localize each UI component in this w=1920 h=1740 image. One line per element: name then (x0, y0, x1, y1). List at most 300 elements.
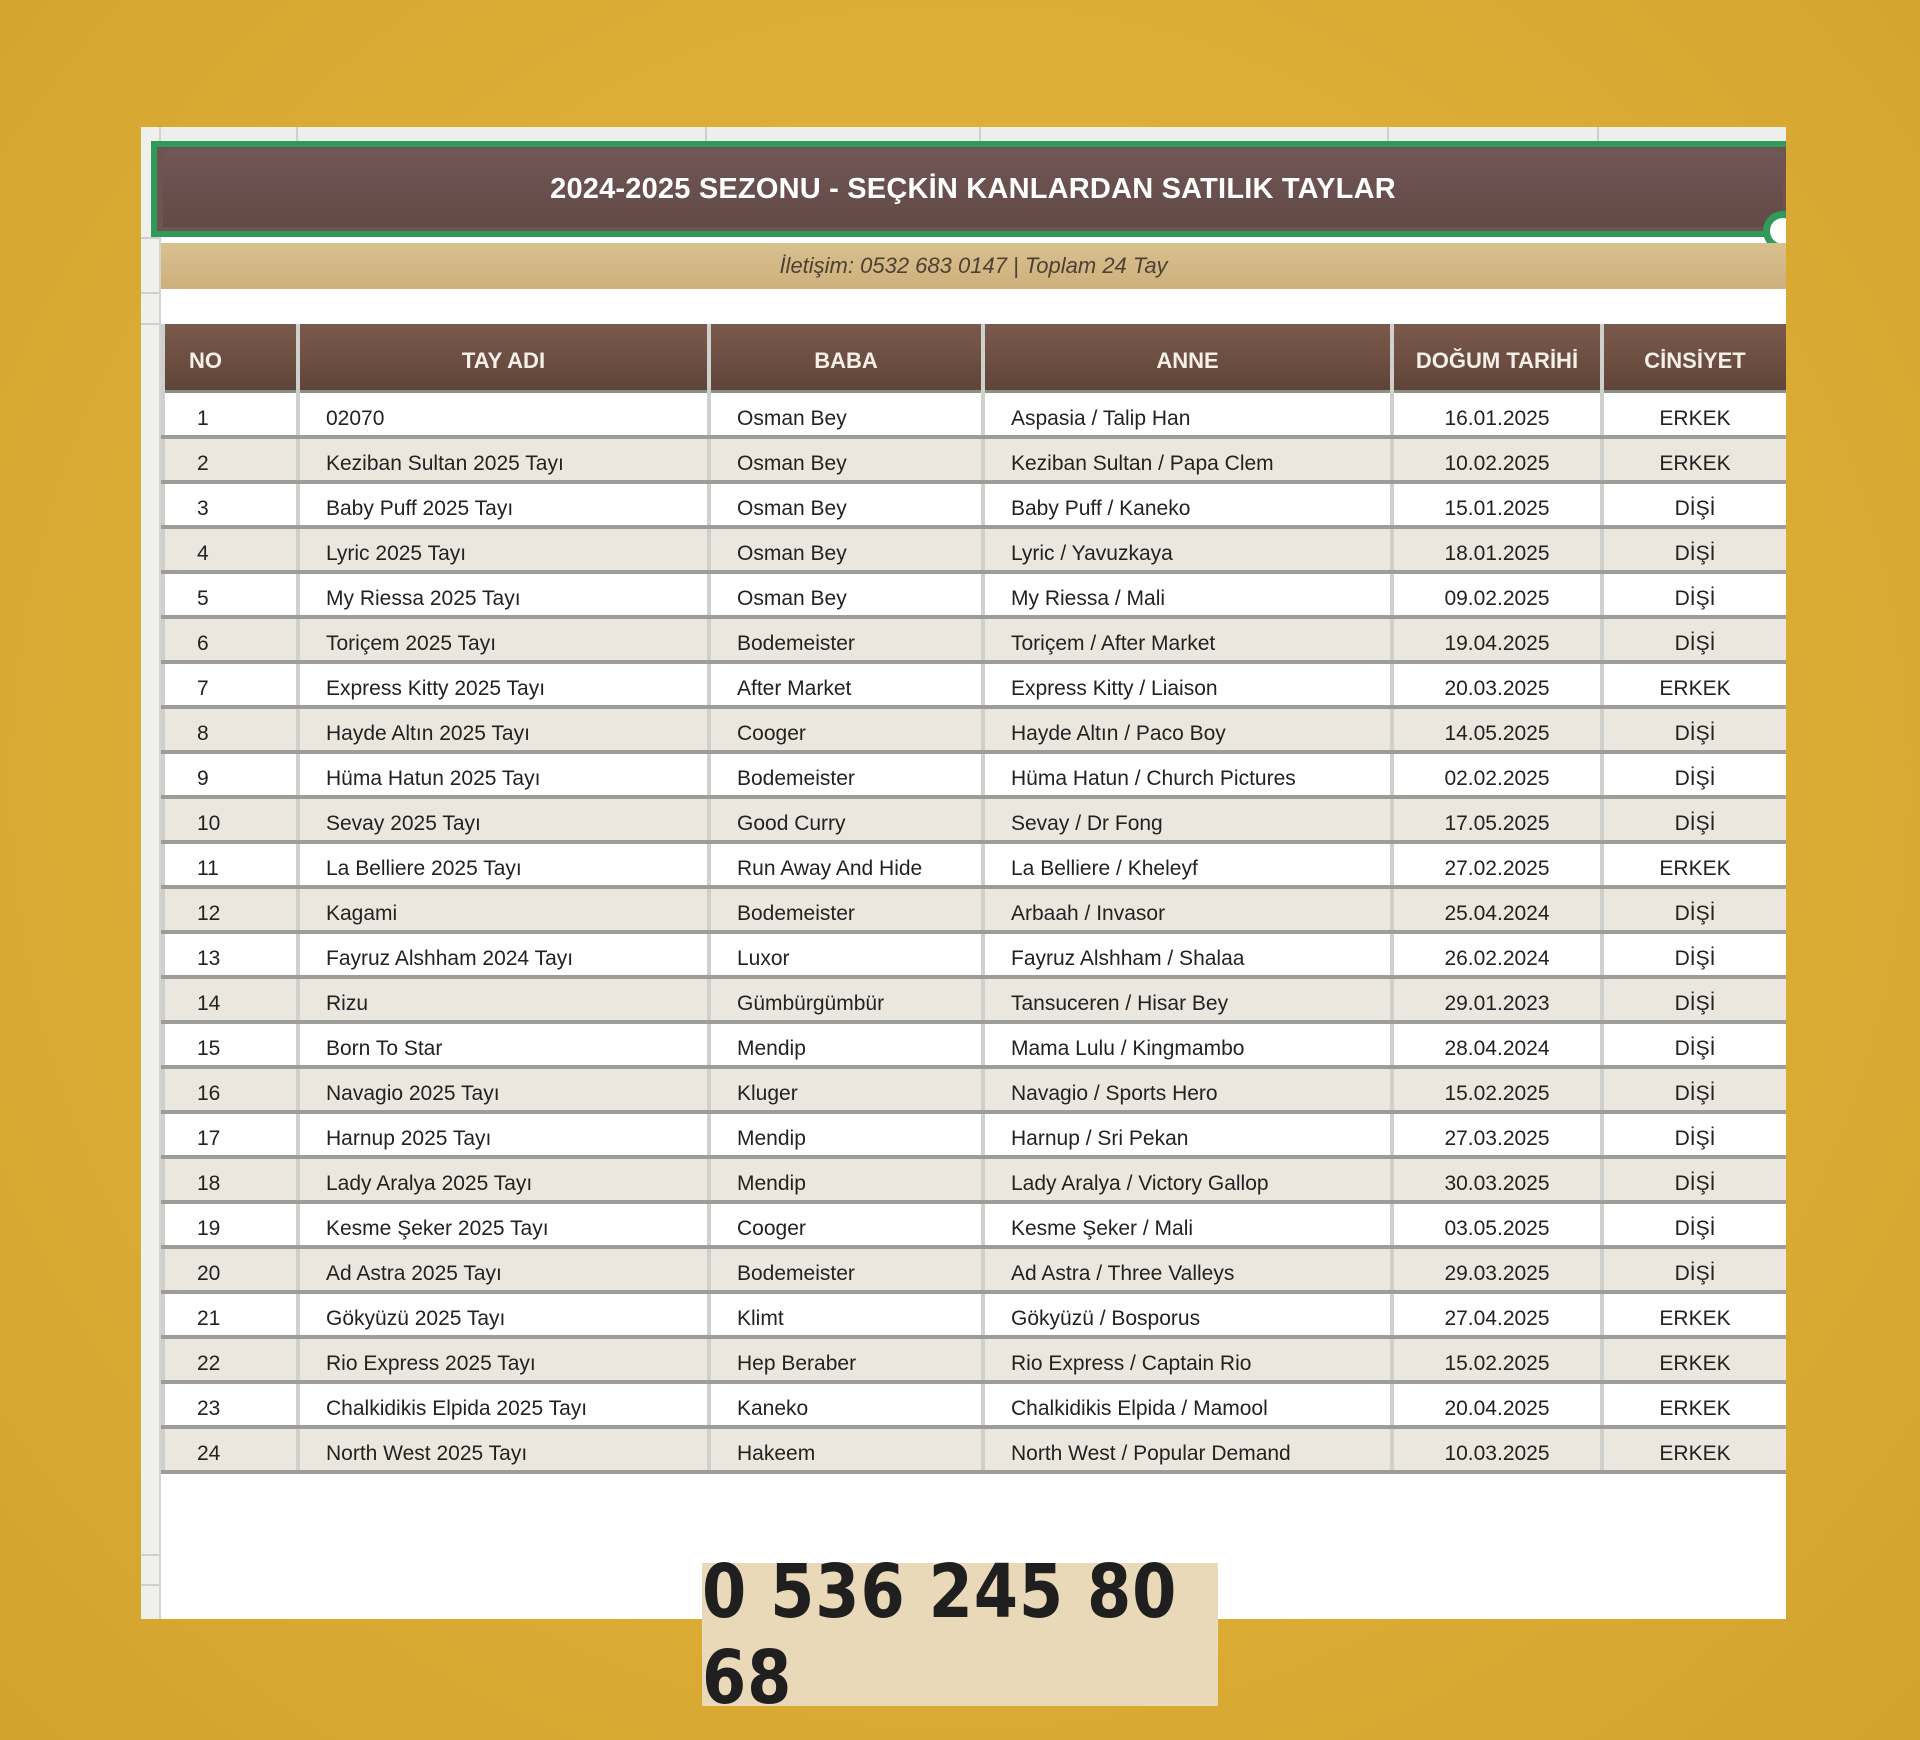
table-row (163, 977, 1786, 1022)
table-row (163, 932, 1786, 977)
sire-cell-text: Osman Bey (737, 497, 847, 520)
sex-cell[interactable] (1602, 887, 1786, 932)
foal-name-cell[interactable] (298, 1337, 709, 1382)
sex-cell[interactable] (1602, 1202, 1786, 1247)
dam-cell[interactable] (983, 977, 1392, 1022)
dam-cell[interactable] (983, 707, 1392, 752)
dam-cell-text: Gökyüzü / Bosporus (1011, 1307, 1201, 1330)
sex-cell-text: DİŞİ (1674, 587, 1716, 610)
birth-date-cell[interactable] (1392, 932, 1602, 977)
header-sex: CİNSİYET (1602, 324, 1786, 392)
foal-name-cell-text: Rizu (326, 992, 369, 1015)
sire-cell-text: Bodemeister (737, 902, 855, 925)
dam-cell-text: Toriçem / After Market (1011, 632, 1216, 655)
foal-name-cell[interactable] (298, 1382, 709, 1427)
table-row (163, 1427, 1786, 1472)
table-row (163, 887, 1786, 932)
spreadsheet-sheet (141, 127, 1786, 1619)
dam-cell[interactable] (983, 1157, 1392, 1202)
row-number-text: 18 (197, 1172, 221, 1195)
sire-cell[interactable] (709, 1337, 983, 1382)
foal-name-cell[interactable] (298, 1157, 709, 1202)
sex-cell-text: DİŞİ (1674, 947, 1716, 970)
sire-cell-text: Kluger (737, 1082, 798, 1105)
foal-name-cell[interactable] (298, 1202, 709, 1247)
dam-cell[interactable] (983, 1382, 1392, 1427)
dam-cell[interactable] (983, 1292, 1392, 1337)
sire-cell-text: Mendip (737, 1172, 806, 1195)
dam-cell[interactable] (983, 1427, 1392, 1472)
foal-name-cell-text: Express Kitty 2025 Tayı (326, 677, 546, 700)
sex-cell-text: DİŞİ (1674, 767, 1716, 790)
foal-name-cell[interactable] (298, 617, 709, 662)
dam-cell[interactable] (983, 887, 1392, 932)
table-row (163, 1202, 1786, 1247)
table-row (163, 1382, 1786, 1427)
foal-name-cell[interactable] (298, 842, 709, 887)
row-number[interactable] (163, 1337, 298, 1382)
row-number[interactable] (163, 392, 298, 437)
dam-cell[interactable] (983, 527, 1392, 572)
dam-cell-text: La Belliere / Kheleyf (1011, 857, 1198, 880)
contact-subtitle: İletişim: 0532 683 0147 | Toplam 24 Tay (161, 243, 1786, 289)
sex-cell-text: ERKEK (1659, 1397, 1731, 1420)
birth-date-cell-text: 20.03.2025 (1444, 677, 1550, 700)
birth-date-cell[interactable] (1392, 887, 1602, 932)
row-number[interactable] (163, 437, 298, 482)
foal-name-cell-text: Rio Express 2025 Tayı (326, 1352, 536, 1375)
header-no: NO (163, 324, 298, 392)
foal-name-cell-text: Navagio 2025 Tayı (326, 1082, 500, 1105)
dam-cell[interactable] (983, 797, 1392, 842)
birth-date-cell-text: 14.05.2025 (1444, 722, 1550, 745)
sire-cell[interactable] (709, 1247, 983, 1292)
dam-cell-text: My Riessa / Mali (1011, 587, 1166, 610)
foal-name-cell[interactable] (298, 392, 709, 437)
sex-cell-text: DİŞİ (1674, 1217, 1716, 1240)
sire-cell[interactable] (709, 1112, 983, 1157)
row-number[interactable] (163, 707, 298, 752)
birth-date-cell[interactable] (1392, 482, 1602, 527)
birth-date-cell-text: 15.01.2025 (1444, 497, 1550, 520)
sex-cell[interactable] (1602, 932, 1786, 977)
dam-cell[interactable] (983, 482, 1392, 527)
dam-cell[interactable] (983, 752, 1392, 797)
sex-cell-text: DİŞİ (1674, 812, 1716, 835)
sex-cell[interactable] (1602, 707, 1786, 752)
sire-cell[interactable] (709, 1022, 983, 1067)
birth-date-cell[interactable] (1392, 842, 1602, 887)
dam-cell-text: Lyric / Yavuzkaya (1011, 542, 1173, 565)
row-number[interactable] (163, 1067, 298, 1112)
row-divider (141, 237, 159, 239)
foal-name-cell-text: La Belliere 2025 Tayı (326, 857, 522, 880)
foal-name-cell-text: Lyric 2025 Tayı (326, 542, 467, 565)
foal-name-cell-text: North West 2025 Tayı (326, 1442, 528, 1465)
sire-cell[interactable] (709, 752, 983, 797)
dam-cell-text: Express Kitty / Liaison (1011, 677, 1218, 700)
birth-date-cell-text: 17.05.2025 (1444, 812, 1550, 835)
sire-cell-text: Good Curry (737, 812, 846, 835)
sire-cell-text: Osman Bey (737, 587, 847, 610)
sex-cell[interactable] (1602, 797, 1786, 842)
foal-name-cell[interactable] (298, 527, 709, 572)
row-header-strip (141, 127, 161, 1619)
table-row (163, 437, 1786, 482)
row-number-text: 3 (197, 497, 209, 520)
sire-cell[interactable] (709, 1202, 983, 1247)
sex-cell-text: DİŞİ (1674, 632, 1716, 655)
birth-date-cell-text: 02.02.2025 (1444, 767, 1550, 790)
sire-cell[interactable] (709, 437, 983, 482)
foal-name-cell-text: Hüma Hatun 2025 Tayı (326, 767, 541, 790)
dam-cell-text: Tansuceren / Hisar Bey (1011, 992, 1229, 1015)
dam-cell[interactable] (983, 572, 1392, 617)
sex-cell-text: ERKEK (1659, 452, 1731, 475)
row-number-text: 24 (197, 1442, 221, 1465)
sire-cell-text: Luxor (737, 947, 790, 970)
birth-date-cell-text: 10.02.2025 (1444, 452, 1550, 475)
dam-cell-text: Hayde Altın / Paco Boy (1011, 722, 1226, 745)
birth-date-cell[interactable] (1392, 527, 1602, 572)
row-number[interactable] (163, 887, 298, 932)
sire-cell[interactable] (709, 662, 983, 707)
dam-cell-text: Kesme Şeker / Mali (1011, 1217, 1194, 1240)
sire-cell-text: Mendip (737, 1037, 806, 1060)
row-number[interactable] (163, 1202, 298, 1247)
row-number[interactable] (163, 482, 298, 527)
row-number-text: 1 (197, 406, 209, 430)
foal-name-cell[interactable] (298, 1247, 709, 1292)
foal-name-cell-text: 02070 (326, 406, 385, 430)
row-number[interactable] (163, 797, 298, 842)
dam-cell-text: Hüma Hatun / Church Pictures (1011, 767, 1296, 790)
sire-cell[interactable] (709, 707, 983, 752)
row-number-text: 15 (197, 1037, 221, 1060)
dam-cell-text: Lady Aralya / Victory Gallop (1011, 1172, 1269, 1195)
foal-name-cell[interactable] (298, 752, 709, 797)
sire-cell-text: Run Away And Hide (737, 857, 923, 880)
sex-cell[interactable] (1602, 437, 1786, 482)
row-number-text: 2 (197, 452, 209, 475)
sire-cell[interactable] (709, 527, 983, 572)
dam-cell[interactable] (983, 1247, 1392, 1292)
foal-name-cell[interactable] (298, 1022, 709, 1067)
sex-cell-text: ERKEK (1659, 406, 1731, 430)
sire-cell-text: Mendip (737, 1127, 806, 1150)
birth-date-cell[interactable] (1392, 1337, 1602, 1382)
birth-date-cell-text: 30.03.2025 (1444, 1172, 1550, 1195)
row-number[interactable] (163, 1112, 298, 1157)
sex-cell[interactable] (1602, 977, 1786, 1022)
sex-cell-text: DİŞİ (1674, 1127, 1716, 1150)
table-row (163, 392, 1786, 437)
foal-name-cell-text: Kesme Şeker 2025 Tayı (326, 1217, 549, 1240)
table-row (163, 1067, 1786, 1112)
row-number[interactable] (163, 662, 298, 707)
row-number-text: 14 (197, 992, 221, 1015)
birth-date-cell[interactable] (1392, 1112, 1602, 1157)
sex-cell[interactable] (1602, 392, 1786, 437)
row-number[interactable] (163, 1247, 298, 1292)
dam-cell[interactable] (983, 1112, 1392, 1157)
sex-cell-text: DİŞİ (1674, 1262, 1716, 1285)
birth-date-cell[interactable] (1392, 1247, 1602, 1292)
dam-cell-text: Arbaah / Invasor (1011, 902, 1166, 925)
dam-cell-text: Harnup / Sri Pekan (1011, 1127, 1189, 1150)
birth-date-cell[interactable] (1392, 1427, 1602, 1472)
foal-name-cell[interactable] (298, 572, 709, 617)
table-row (163, 1337, 1786, 1382)
sex-cell-text: ERKEK (1659, 1307, 1731, 1330)
foal-name-cell-text: Hayde Altın 2025 Tayı (326, 722, 530, 745)
foal-name-cell-text: Lady Aralya 2025 Tayı (326, 1172, 533, 1195)
sire-cell-text: Bodemeister (737, 632, 855, 655)
sire-cell-text: Osman Bey (737, 406, 847, 430)
birth-date-cell-text: 18.01.2025 (1444, 542, 1550, 565)
dam-cell-text: Keziban Sultan / Papa Clem (1011, 452, 1274, 475)
dam-cell[interactable] (983, 842, 1392, 887)
sex-cell-text: ERKEK (1659, 677, 1731, 700)
table-row (163, 1247, 1786, 1292)
dam-cell[interactable] (983, 437, 1392, 482)
sire-cell[interactable] (709, 797, 983, 842)
sire-cell[interactable] (709, 1157, 983, 1202)
sex-cell[interactable] (1602, 1247, 1786, 1292)
row-number-text: 23 (197, 1397, 221, 1420)
foal-name-cell[interactable] (298, 932, 709, 977)
birth-date-cell-text: 27.03.2025 (1444, 1127, 1550, 1150)
foal-name-cell-text: Born To Star (326, 1037, 443, 1060)
sex-cell[interactable] (1602, 1427, 1786, 1472)
row-number-text: 4 (197, 542, 209, 565)
birth-date-cell-text: 10.03.2025 (1444, 1442, 1550, 1465)
birth-date-cell-text: 27.02.2025 (1444, 857, 1550, 880)
sire-cell-text: Bodemeister (737, 1262, 855, 1285)
foal-name-cell-text: Sevay 2025 Tayı (326, 812, 481, 835)
row-number-text: 10 (197, 812, 221, 835)
dam-cell[interactable] (983, 617, 1392, 662)
birth-date-cell[interactable] (1392, 572, 1602, 617)
sire-cell[interactable] (709, 482, 983, 527)
birth-date-cell-text: 27.04.2025 (1444, 1307, 1550, 1330)
foal-name-cell[interactable] (298, 1427, 709, 1472)
sire-cell[interactable] (709, 1427, 983, 1472)
foal-name-cell[interactable] (298, 437, 709, 482)
dam-cell-text: Aspasia / Talip Han (1011, 406, 1191, 430)
row-number-text: 20 (197, 1262, 221, 1285)
dam-cell-text: Ad Astra / Three Valleys (1011, 1262, 1235, 1285)
sex-cell[interactable] (1602, 1337, 1786, 1382)
sire-cell[interactable] (709, 1067, 983, 1112)
birth-date-cell[interactable] (1392, 392, 1602, 437)
dam-cell[interactable] (983, 662, 1392, 707)
table-row (163, 662, 1786, 707)
table-row (163, 1022, 1786, 1067)
sex-cell[interactable] (1602, 1292, 1786, 1337)
birth-date-cell-text: 03.05.2025 (1444, 1217, 1550, 1240)
row-number[interactable] (163, 1022, 298, 1067)
birth-date-cell[interactable] (1392, 1382, 1602, 1427)
birth-date-cell[interactable] (1392, 977, 1602, 1022)
row-number-text: 19 (197, 1217, 221, 1240)
header-birth-date: DOĞUM TARİHİ (1392, 324, 1602, 392)
row-number[interactable] (163, 932, 298, 977)
birth-date-cell-text: 09.02.2025 (1444, 587, 1550, 610)
sex-cell[interactable] (1602, 482, 1786, 527)
dam-cell-text: Fayruz Alshham / Shalaa (1011, 947, 1245, 970)
sex-cell-text: DİŞİ (1674, 902, 1716, 925)
table-row (163, 842, 1786, 887)
sire-cell[interactable] (709, 617, 983, 662)
dam-cell[interactable] (983, 932, 1392, 977)
birth-date-cell[interactable] (1392, 752, 1602, 797)
birth-date-cell[interactable] (1392, 797, 1602, 842)
birth-date-cell[interactable] (1392, 707, 1602, 752)
sire-cell[interactable] (709, 392, 983, 437)
row-number[interactable] (163, 842, 298, 887)
sex-cell-text: DİŞİ (1674, 542, 1716, 565)
sire-cell[interactable] (709, 842, 983, 887)
sex-cell-text: DİŞİ (1674, 722, 1716, 745)
dam-cell[interactable] (983, 1337, 1392, 1382)
sex-cell[interactable] (1602, 1112, 1786, 1157)
sire-cell[interactable] (709, 977, 983, 1022)
foal-name-cell[interactable] (298, 1112, 709, 1157)
foal-name-cell-text: My Riessa 2025 Tayı (326, 587, 521, 610)
birth-date-cell[interactable] (1392, 662, 1602, 707)
sex-cell[interactable] (1602, 752, 1786, 797)
birth-date-cell-text: 25.04.2024 (1444, 902, 1550, 925)
sex-cell[interactable] (1602, 1382, 1786, 1427)
birth-date-cell-text: 29.03.2025 (1444, 1262, 1550, 1285)
birth-date-cell[interactable] (1392, 1157, 1602, 1202)
sire-cell-text: Osman Bey (737, 452, 847, 475)
birth-date-cell[interactable] (1392, 1022, 1602, 1067)
sex-cell-text: DİŞİ (1674, 1082, 1716, 1105)
birth-date-cell[interactable] (1392, 1067, 1602, 1112)
sire-cell-text: Kaneko (737, 1397, 809, 1420)
header-dam: ANNE (983, 324, 1392, 392)
dam-cell-text: Mama Lulu / Kingmambo (1011, 1037, 1245, 1060)
foal-name-cell[interactable] (298, 887, 709, 932)
dam-cell[interactable] (983, 392, 1392, 437)
row-number-text: 5 (197, 587, 209, 610)
row-number[interactable] (163, 752, 298, 797)
foals-table (161, 324, 1786, 1474)
row-number-text: 9 (197, 767, 209, 790)
sex-cell-text: ERKEK (1659, 1352, 1731, 1375)
dam-cell-text: North West / Popular Demand (1011, 1442, 1291, 1465)
dam-cell-text: Chalkidikis Elpida / Mamool (1011, 1397, 1268, 1420)
row-number-text: 21 (197, 1307, 221, 1330)
row-number[interactable] (163, 572, 298, 617)
sire-cell-text: Gümbürgümbür (737, 992, 885, 1015)
row-number[interactable] (163, 1157, 298, 1202)
row-divider (141, 1584, 159, 1586)
row-number-text: 6 (197, 632, 209, 655)
foal-name-cell[interactable] (298, 707, 709, 752)
birth-date-cell-text: 29.01.2023 (1444, 992, 1550, 1015)
sex-cell-text: DİŞİ (1674, 1037, 1716, 1060)
foal-name-cell-text: Harnup 2025 Tayı (326, 1127, 492, 1150)
sex-cell[interactable] (1602, 527, 1786, 572)
foal-name-cell[interactable] (298, 1292, 709, 1337)
sex-cell-text: DİŞİ (1674, 992, 1716, 1015)
row-number-text: 11 (197, 857, 219, 880)
dam-cell[interactable] (983, 1022, 1392, 1067)
birth-date-cell-text: 19.04.2025 (1444, 632, 1550, 655)
sex-cell-text: ERKEK (1659, 1442, 1731, 1465)
foal-name-cell[interactable] (298, 662, 709, 707)
sire-cell-text: Osman Bey (737, 542, 847, 565)
birth-date-cell[interactable] (1392, 617, 1602, 662)
foal-name-cell-text: Kagami (326, 902, 398, 925)
sex-cell-text: ERKEK (1659, 857, 1731, 880)
dam-cell-text: Navagio / Sports Hero (1011, 1082, 1218, 1105)
table-row (163, 482, 1786, 527)
row-divider (141, 323, 159, 325)
dam-cell-text: Sevay / Dr Fong (1011, 812, 1163, 835)
birth-date-cell-text: 16.01.2025 (1444, 406, 1550, 430)
birth-date-cell[interactable] (1392, 1292, 1602, 1337)
sex-cell[interactable] (1602, 617, 1786, 662)
row-number[interactable] (163, 617, 298, 662)
sex-cell[interactable] (1602, 662, 1786, 707)
birth-date-cell[interactable] (1392, 437, 1602, 482)
table-row (163, 707, 1786, 752)
row-number-text: 17 (197, 1127, 221, 1150)
table-row (163, 797, 1786, 842)
row-number[interactable] (163, 1427, 298, 1472)
sex-cell[interactable] (1602, 572, 1786, 617)
birth-date-cell-text: 28.04.2024 (1444, 1037, 1550, 1060)
sex-cell[interactable] (1602, 842, 1786, 887)
row-number[interactable] (163, 1292, 298, 1337)
dam-cell[interactable] (983, 1067, 1392, 1112)
sire-cell[interactable] (709, 572, 983, 617)
foal-name-cell[interactable] (298, 1067, 709, 1112)
row-number-text: 13 (197, 947, 221, 970)
sire-cell-text: Klimt (737, 1307, 784, 1330)
row-number-text: 8 (197, 722, 209, 745)
foal-name-cell[interactable] (298, 797, 709, 842)
row-number[interactable] (163, 527, 298, 572)
dam-cell[interactable] (983, 1202, 1392, 1247)
sire-cell[interactable] (709, 887, 983, 932)
sire-cell-text: Hep Beraber (737, 1352, 857, 1375)
sex-cell[interactable] (1602, 1157, 1786, 1202)
table-row (163, 617, 1786, 662)
header-sire: BABA (709, 324, 983, 392)
sire-cell[interactable] (709, 1382, 983, 1427)
phone-number-banner: 0 536 245 80 68 (702, 1563, 1218, 1706)
row-number[interactable] (163, 1382, 298, 1427)
sex-cell[interactable] (1602, 1022, 1786, 1067)
row-number-text: 7 (197, 677, 209, 700)
sire-cell-text: Cooger (737, 722, 806, 745)
row-number-text: 22 (197, 1352, 221, 1375)
sire-cell[interactable] (709, 1292, 983, 1337)
sex-cell-text: DİŞİ (1674, 497, 1716, 520)
sire-cell[interactable] (709, 932, 983, 977)
birth-date-cell[interactable] (1392, 1202, 1602, 1247)
foal-name-cell-text: Gökyüzü 2025 Tayı (326, 1307, 506, 1330)
sex-cell[interactable] (1602, 1067, 1786, 1112)
foal-name-cell[interactable] (298, 977, 709, 1022)
row-number[interactable] (163, 977, 298, 1022)
foal-name-cell[interactable] (298, 482, 709, 527)
